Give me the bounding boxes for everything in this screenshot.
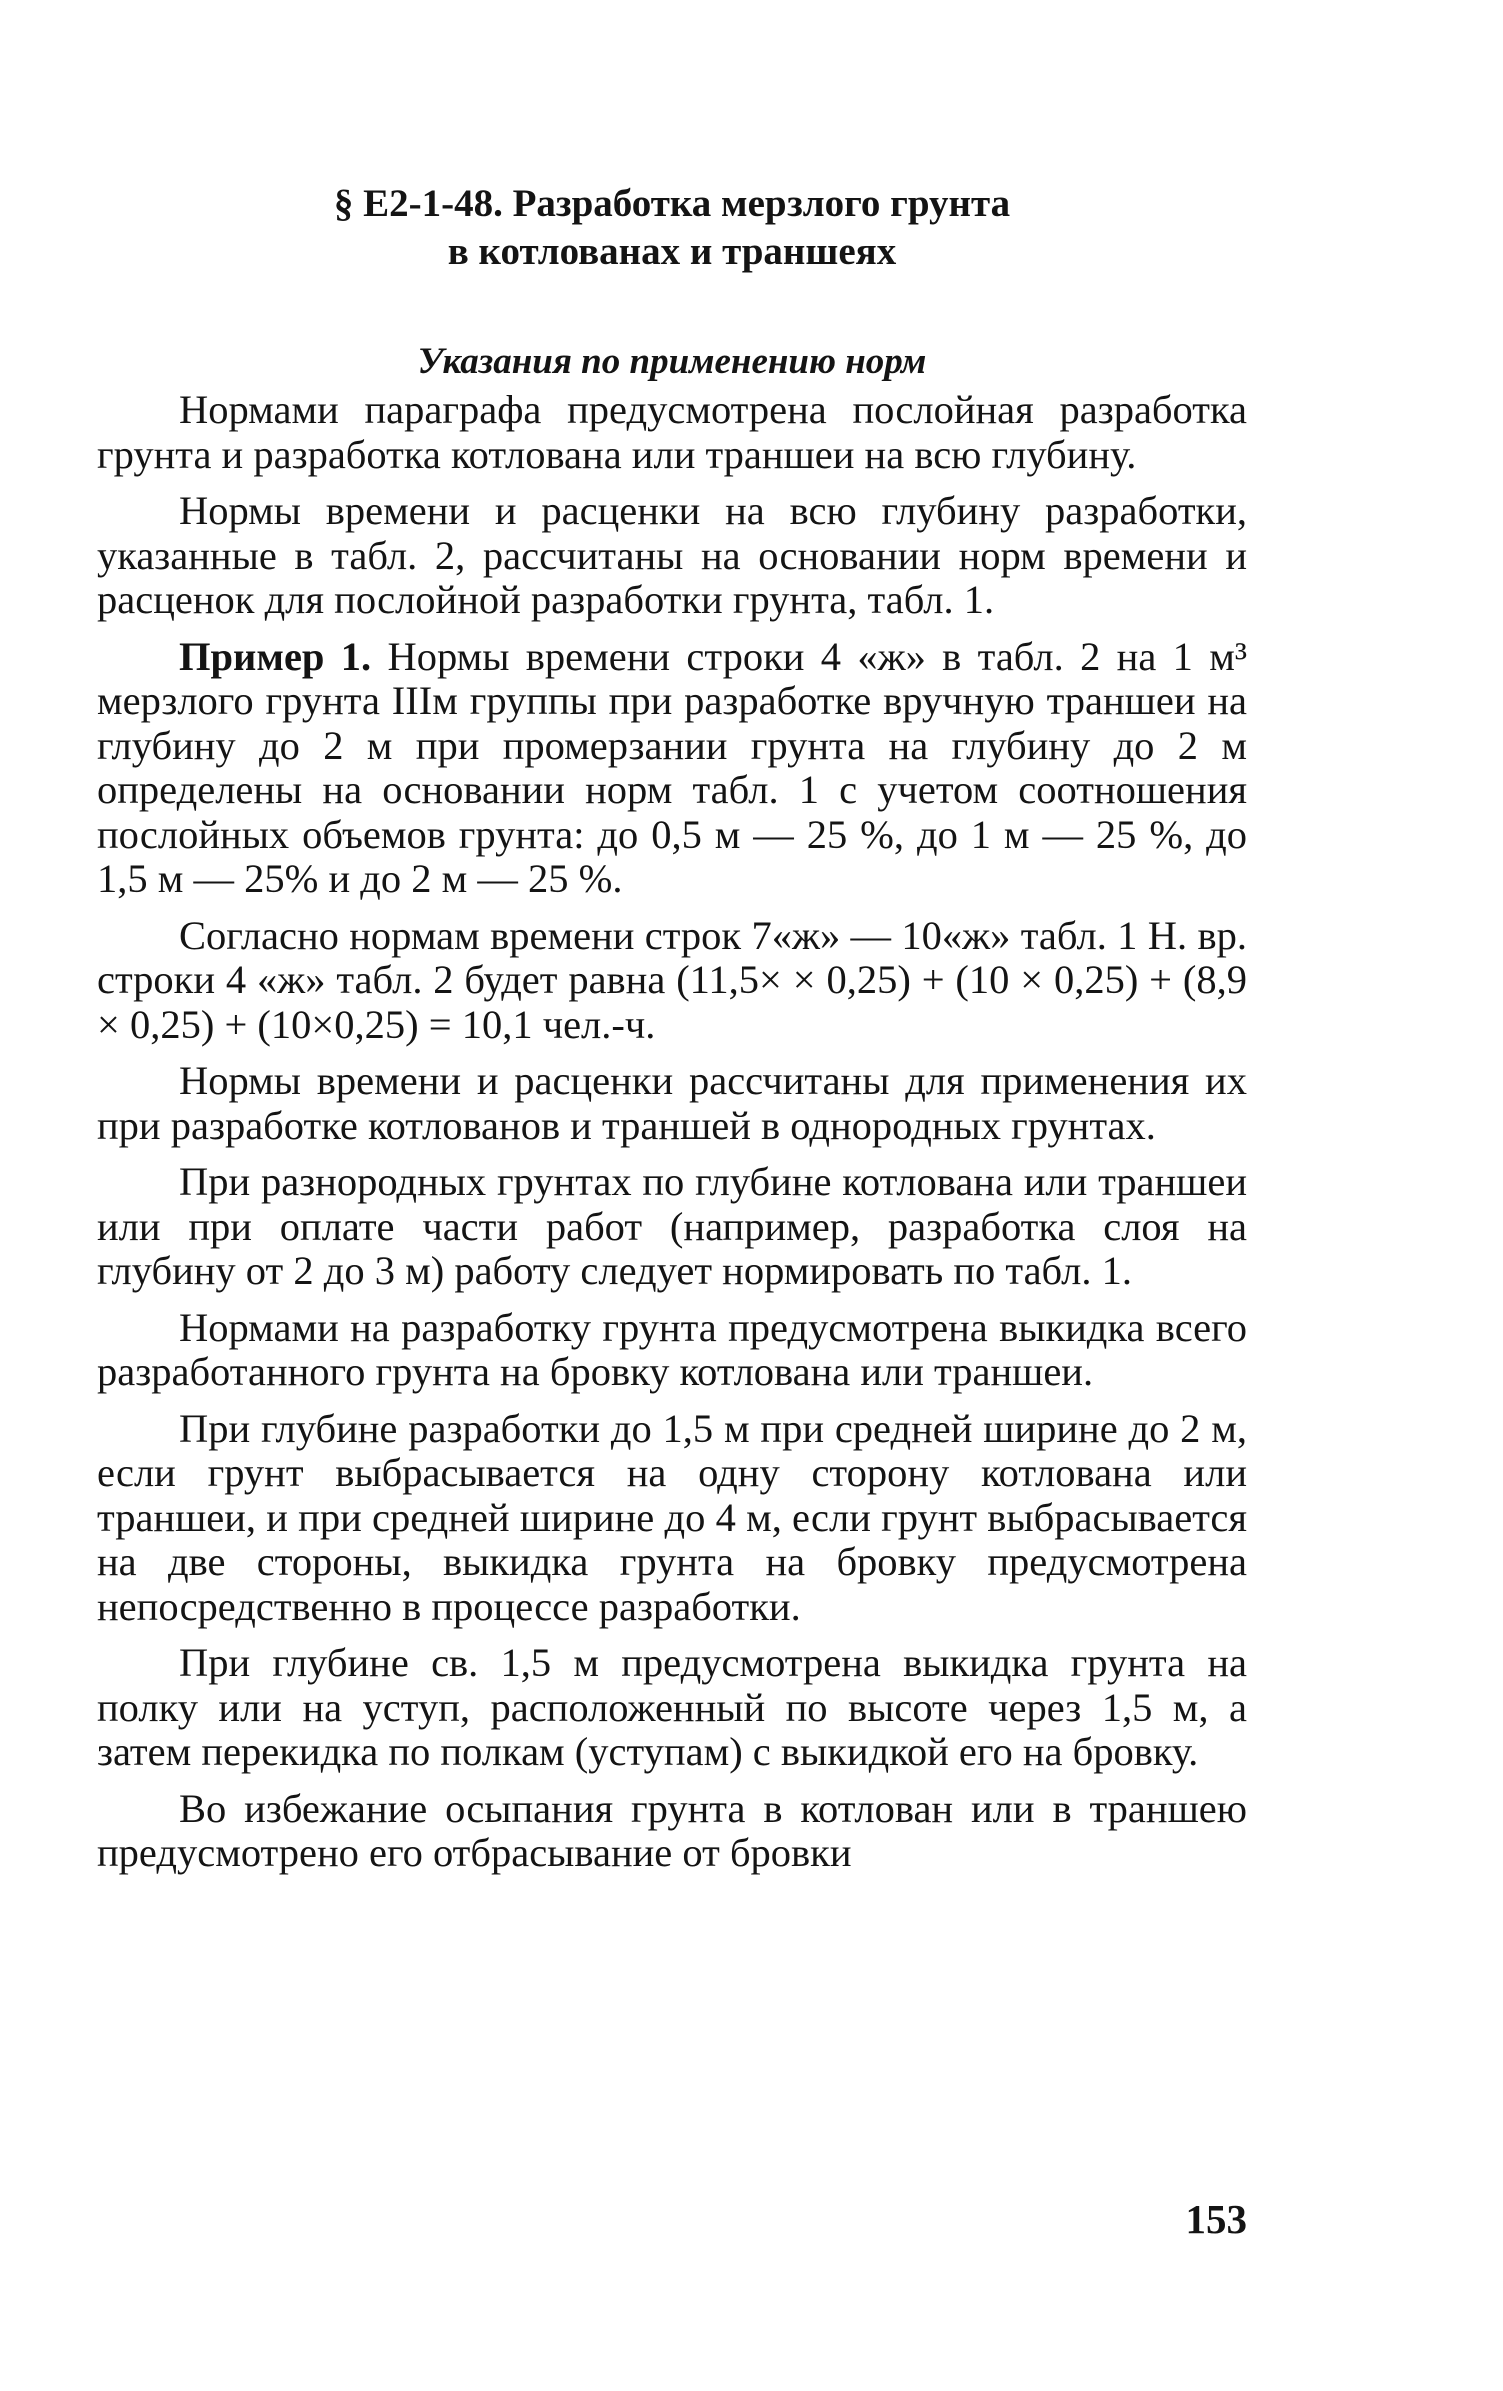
title-line-2: в котлованах и траншеях <box>447 230 897 273</box>
paragraph-5-text: Нормы времени и расценки рассчитаны для применения их при разработке котлованов и траншей в однородных грунтах. <box>97 1058 1247 1148</box>
paragraph-8-text: При глубине разработки до 1,5 м при средней ширине до 2 м, если грунт выбрасывается на одну сторону котлована или траншеи, и при средней ширине до 4 м, если грунт выбрасывается на две стороны, выкидка грунта на бровку предусмотрена непосредственно в процессе разработки. <box>97 1405 1247 1629</box>
paragraph-example-1 <box>97 635 1247 902</box>
paragraph-4-text: Согласно нормам времени строк 7«ж» — 10«ж» табл. 1 Н. вр. строки 4 «ж» табл. 2 будет равна (11,5× × 0,25) + (10 × 0,25) + (8,9 × 0,25) + (10×0,25) = 10,1 чел.-ч. <box>97 912 1247 1047</box>
paragraph-10-text: Во избежание осыпания грунта в котлован или в траншею предусмотрено его отбрасывание от бровки <box>97 1785 1247 1875</box>
paragraph-9-text: При глубине св. 1,5 м предусмотрена выкидка грунта на полку или на уступ, расположенный по высоте через 1,5 м, а затем перекидка по полкам (уступам) с выкидкой его на бровку. <box>97 1640 1247 1774</box>
paragraph-2 <box>97 489 1247 623</box>
paragraph-6 <box>97 1160 1247 1294</box>
paragraph-3-text: Нормы времени строки 4 «ж» в табл. 2 на 1 м³ мерзлого грунта IIIм группы при разработке вручную траншеи на глубину до 2 м при промерзании грунта на глубину до 2 м определены на основании норм табл. 1 с учетом соотношения послойных объемов грунта: до 0,5 м — 25 %, до 1 м — 25 %, до 1,5 м — 25% и до 2 м — 25 %. <box>97 633 1247 901</box>
paragraph-1 <box>97 388 1247 477</box>
paragraph-5 <box>97 1059 1247 1148</box>
page-number: 153 <box>1185 2196 1247 2242</box>
paragraph-4 <box>97 914 1247 1048</box>
paragraph-9 <box>97 1641 1247 1775</box>
example-lead: Пример 1. <box>179 633 372 679</box>
subheading: Указания по применению норм <box>417 341 927 382</box>
paragraph-10 <box>97 1787 1247 1876</box>
document-page <box>97 180 1247 1888</box>
paragraph-8 <box>97 1407 1247 1630</box>
paragraph-7-text: Нормами на разработку грунта предусмотрена выкидка всего разработанного грунта на бровку котлована или траншеи. <box>97 1304 1247 1394</box>
paragraph-1-text: Нормами параграфа предусмотрена послойная разработка грунта и разработка котлована или траншеи на всю глубину. <box>97 387 1247 477</box>
section-title <box>97 180 1247 276</box>
paragraph-7 <box>97 1306 1247 1395</box>
paragraph-6-text: При разнородных грунтах по глубине котлована или траншеи или при оплате части работ (например, разработка слоя на глубину от 2 до 3 м) работу следует нормировать по табл. 1. <box>97 1159 1247 1293</box>
title-line-1: § Е2-1-48. Разработка мерзлого грунта <box>333 182 1011 225</box>
body-text <box>97 388 1247 1876</box>
paragraph-2-text: Нормы времени и расценки на всю глубину разработки, указанные в табл. 2, рассчитаны на основании норм времени и расценок для послойной разработки грунта, табл. 1. <box>97 488 1247 622</box>
